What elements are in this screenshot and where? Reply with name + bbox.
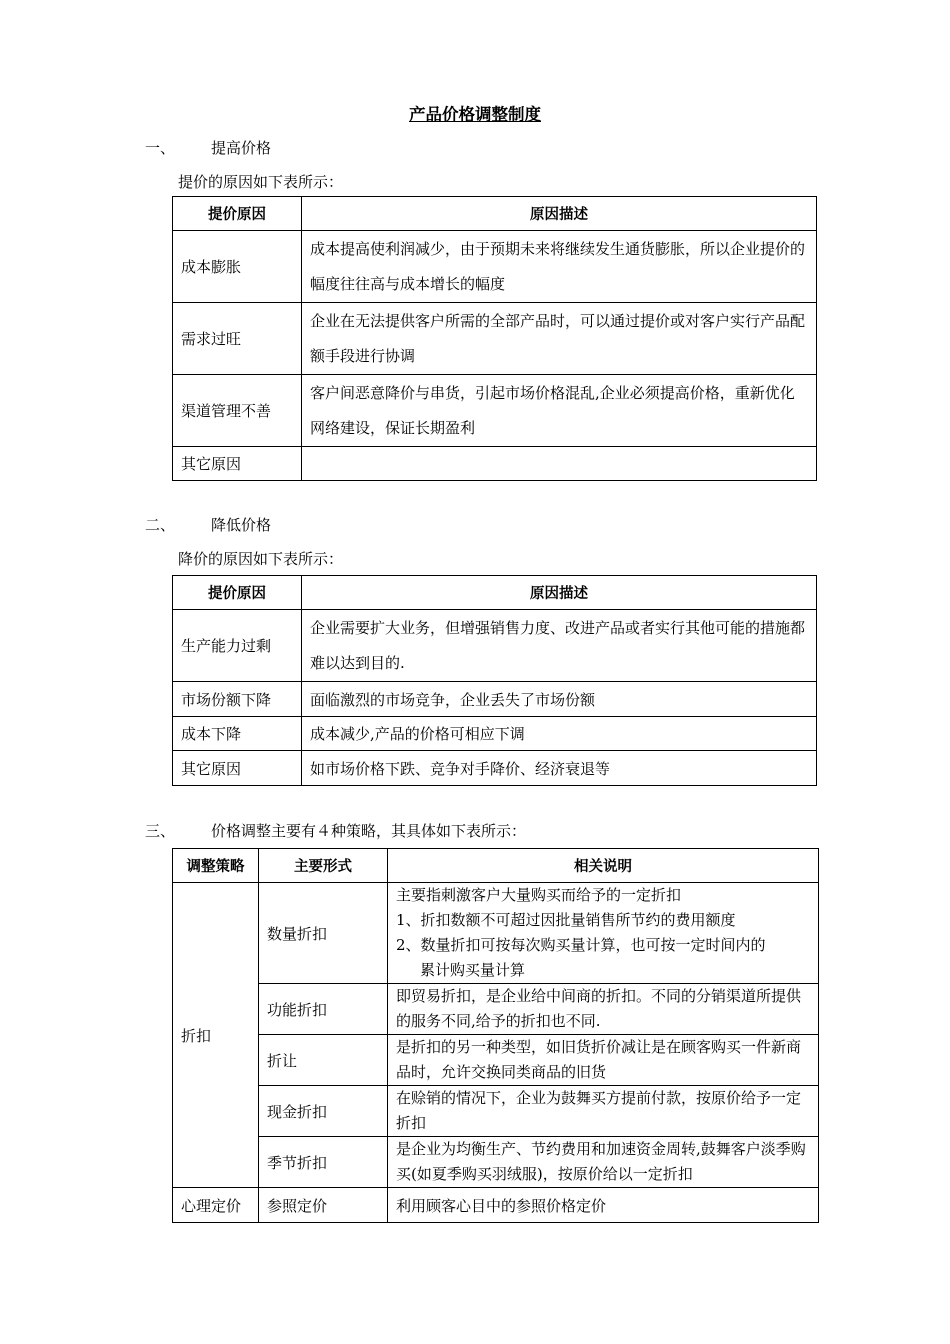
column-header: 提价原因 [173, 576, 302, 610]
description-cell: 面临激烈的市场竞争，企业丢失了市场份额 [302, 682, 817, 717]
form-cell: 季节折扣 [259, 1137, 388, 1188]
table-row [173, 1035, 819, 1086]
reason-cell: 市场份额下降 [173, 682, 302, 717]
strategy-cell: 心理定价 [173, 1188, 259, 1223]
table-header-row [173, 849, 819, 883]
section-2-number: 二、 [145, 516, 176, 534]
table-row [173, 1137, 819, 1188]
lower-price-table [172, 575, 817, 786]
form-cell: 功能折扣 [259, 984, 388, 1035]
description-cell: 企业在无法提供客户所需的全部产品时，可以通过提价或对客户实行产品配额手段进行协调 [302, 303, 817, 375]
description-cell: 在赊销的情况下，企业为鼓舞买方提前付款，按原价给予一定折扣 [388, 1086, 819, 1137]
description-cell: 是折扣的另一种类型，如旧货折价减让是在顾客购买一件新商品时，允许交换同类商品的旧货 [388, 1035, 819, 1086]
table-row [173, 303, 817, 375]
column-header: 主要形式 [259, 849, 388, 883]
description-cell: 是企业为均衡生产、节约费用和加速资金周转,鼓舞客户淡季购买(如夏季购买羽绒服)，按原价给以一定折扣 [388, 1137, 819, 1188]
reason-cell: 其它原因 [173, 447, 302, 481]
reason-cell: 需求过旺 [173, 303, 302, 375]
strategy-cell: 折扣 [173, 883, 259, 1188]
table-row [173, 1188, 819, 1223]
description-line: 2、数量折扣可按每次购买量计算，也可按一定时间内的 [396, 936, 766, 954]
reason-cell: 渠道管理不善 [173, 375, 302, 447]
table-row [173, 610, 817, 682]
section-2-intro: 降价的原因如下表所示： [178, 550, 344, 568]
description-line: 主要指刺激客户大量购买而给予的一定折扣 [396, 886, 682, 904]
description-cell: 企业需要扩大业务，但增强销售力度、改进产品或者实行其他可能的措施都难以达到目的. [302, 610, 817, 682]
raise-price-table [172, 196, 817, 481]
section-3-heading: 价格调整主要有４种策略，其具体如下表所示： [211, 822, 527, 840]
description-line: 累计购买量计算 [420, 961, 526, 979]
section-1-number: 一、 [145, 139, 176, 157]
table-header-row [173, 576, 817, 610]
table-row [173, 682, 817, 717]
table-header-row [173, 197, 817, 231]
section-2-heading: 降低价格 [211, 516, 272, 534]
column-header: 调整策略 [173, 849, 259, 883]
strategy-table [172, 848, 819, 1223]
column-header: 原因描述 [302, 576, 817, 610]
form-cell: 参照定价 [259, 1188, 388, 1223]
section-3-number: 三、 [145, 822, 176, 840]
form-cell: 现金折扣 [259, 1086, 388, 1137]
description-cell: 成本减少,产品的价格可相应下调 [302, 717, 817, 751]
reason-cell: 生产能力过剩 [173, 610, 302, 682]
reason-cell: 成本下降 [173, 717, 302, 751]
description-cell [388, 883, 819, 984]
table-row [173, 447, 817, 481]
table-row [173, 231, 817, 303]
section-1-intro: 提价的原因如下表所示： [178, 173, 344, 191]
column-header: 相关说明 [388, 849, 819, 883]
column-header: 原因描述 [302, 197, 817, 231]
description-line: 1、折扣数额不可超过因批量销售所节约的费用额度 [396, 911, 736, 929]
page-title: 产品价格调整制度 [409, 105, 541, 124]
table-row [173, 375, 817, 447]
description-cell [302, 447, 817, 481]
column-header: 提价原因 [173, 197, 302, 231]
table-row [173, 717, 817, 751]
reason-cell: 成本膨胀 [173, 231, 302, 303]
table-row [173, 984, 819, 1035]
description-cell: 如市场价格下跌、竞争对手降价、经济衰退等 [302, 751, 817, 786]
description-cell: 利用顾客心目中的参照价格定价 [388, 1188, 819, 1223]
form-cell: 折让 [259, 1035, 388, 1086]
reason-cell: 其它原因 [173, 751, 302, 786]
form-cell: 数量折扣 [259, 883, 388, 984]
section-1-heading: 提高价格 [211, 139, 272, 157]
table-row [173, 751, 817, 786]
description-cell: 成本提高使利润减少，由于预期未来将继续发生通货膨胀，所以企业提价的幅度往往高与成本增长的幅度 [302, 231, 817, 303]
description-cell: 客户间恶意降价与串货，引起市场价格混乱,企业必须提高价格，重新优化网络建设，保证长期盈利 [302, 375, 817, 447]
description-cell: 即贸易折扣，是企业给中间商的折扣。不同的分销渠道所提供的服务不同,给予的折扣也不同. [388, 984, 819, 1035]
table-row [173, 883, 819, 984]
table-row [173, 1086, 819, 1137]
